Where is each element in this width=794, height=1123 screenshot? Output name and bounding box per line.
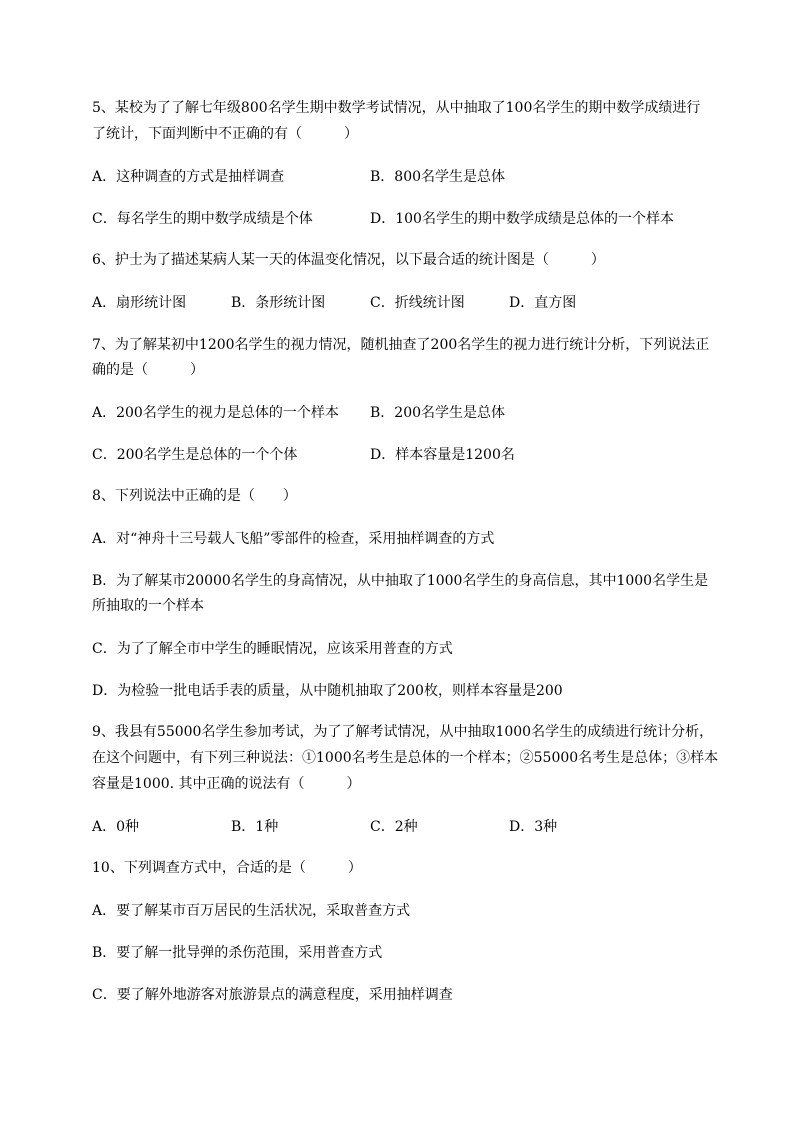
- q10-option-c: C．要了解外地游客对旅游景点的满意程度，采用抽样调查: [92, 987, 453, 1003]
- q5-option-c: C．每名学生的期中数学成绩是个体: [92, 211, 313, 227]
- q9-option-d: D．3种: [509, 819, 558, 835]
- q9-stem-line-1: 9、我县有55000名学生参加考试，为了了解考试情况，从中抽取1000名学生的成绩进行统计分析，: [92, 724, 714, 740]
- q7-stem-line-2: 确的是（ ）: [92, 362, 204, 378]
- q9-option-c: C．2种: [370, 819, 418, 835]
- q6-stem-line-1: 6、护士为了描述某病人某一天的体温变化情况，以下最合适的统计图是（ ）: [92, 252, 605, 268]
- q6-option-a: A．扇形统计图: [92, 295, 187, 311]
- q7-option-b: B．200名学生是总体: [370, 405, 506, 421]
- q5-stem-line-2: 了统计，下面判断中不正确的有（ ）: [92, 126, 358, 142]
- q10-stem-line-1: 10、下列调查方式中，合适的是（ ）: [92, 860, 362, 876]
- q8-option-d: D．为检验一批电话手表的质量，从中随机抽取了200枚，则样本容量是200: [92, 683, 563, 699]
- q5-stem-line-1: 5、某校为了了解七年级800名学生期中数学考试情况，从中抽取了100名学生的期中数学成绩进行: [92, 100, 701, 116]
- q6-option-c: C．折线统计图: [370, 295, 465, 311]
- q10-option-b: B．要了解一批导弹的杀伤范围，采用普查方式: [92, 945, 383, 961]
- q9-option-b: B．1种: [231, 819, 279, 835]
- q6-option-b: B．条形统计图: [231, 295, 326, 311]
- q5-option-b: B．800名学生是总体: [370, 169, 506, 185]
- q8-stem-line-1: 8、下列说法中正确的是（ ）: [92, 488, 297, 504]
- q6-option-d: D．直方图: [509, 295, 577, 311]
- q7-option-d: D．样本容量是1200名: [370, 447, 515, 463]
- q8-option-b-line-2: 所抽取的一个样本: [92, 598, 204, 614]
- q7-option-a: A．200名学生的视力是总体的一个样本: [92, 405, 339, 421]
- q5-option-d: D．100名学生的期中数学成绩是总体的一个样本: [370, 211, 674, 227]
- q7-option-c: C．200名学生是总体的一个个体: [92, 447, 298, 463]
- q8-option-b-line-1: B．为了解某市20000名学生的身高情况，从中抽取了1000名学生的身高信息，其中1000名学生是: [92, 573, 709, 589]
- q9-stem-line-2: 在这个问题中，有下列三种说法：①1000名考生是总体的一个样本；②55000名考生是总体；③样本: [92, 750, 719, 766]
- q10-option-a: A．要了解某市百万居民的生活状况，采取普查方式: [92, 903, 411, 919]
- q7-stem-line-1: 7、为了解某初中1200名学生的视力情况，随机抽查了200名学生的视力进行统计分析，下列说法正: [92, 337, 710, 353]
- q9-stem-line-3: 容量是1000. 其中正确的说法有（ ）: [92, 776, 361, 792]
- q8-option-a: A．对“神舟十三号载人飞船”零部件的检查，采用抽样调查的方式: [92, 531, 495, 547]
- q5-option-a: A．这种调查的方式是抽样调查: [92, 169, 285, 185]
- q8-option-c: C．为了了解全市中学生的睡眠情况，应该采用普查的方式: [92, 641, 453, 657]
- q9-option-a: A．0种: [92, 819, 140, 835]
